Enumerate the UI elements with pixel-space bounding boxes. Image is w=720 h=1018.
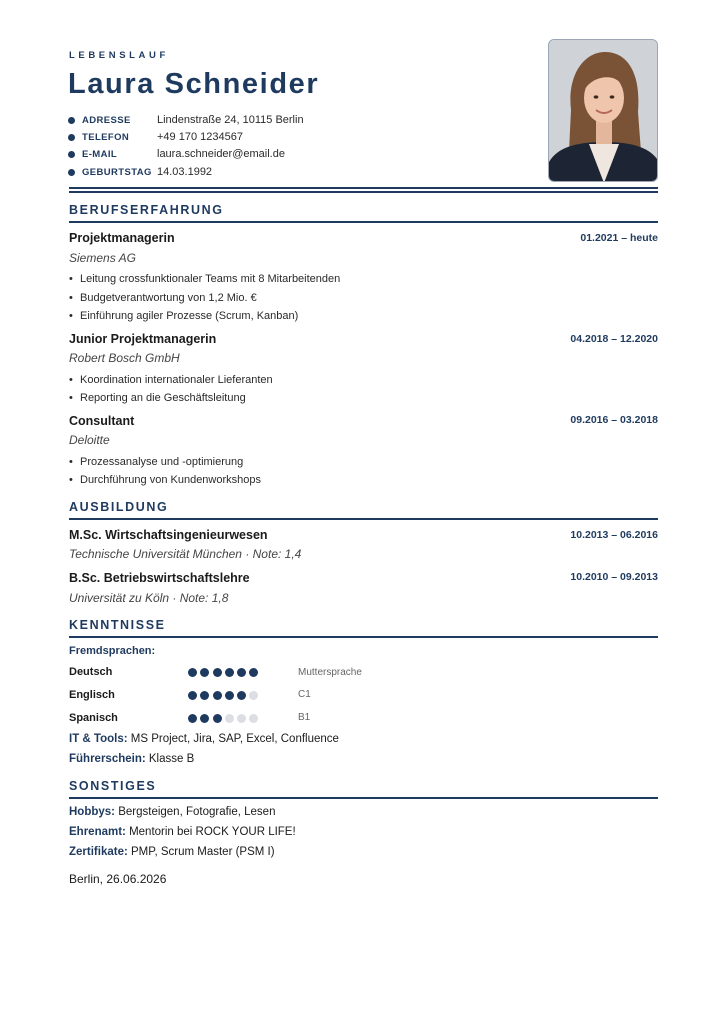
degree-school: Universität zu Köln · Note: 1,8 (69, 591, 229, 605)
certificates-value: PMP, Scrum Master (PSM I) (131, 846, 275, 858)
list-item-text: Budgetverantwortung von 1,2 Mio. € (80, 292, 257, 304)
language-level-dots (188, 691, 262, 701)
list-item-text: Leitung crossfunktionaler Teams mit 8 Mitarbeitenden (80, 273, 341, 285)
contact-label: TELEFON (82, 132, 130, 144)
job-date: 01.2021 – heute (580, 232, 658, 244)
document-kicker: LEBENSLAUF (69, 50, 169, 61)
language-level-text: C1 (298, 689, 311, 700)
section-title-skills: KENNTNISSE (69, 618, 166, 632)
language-level-dots (188, 668, 262, 678)
contact-label: GEBURTSTAG (82, 166, 152, 178)
person-name: Laura Schneider (68, 68, 320, 100)
degree-school: Technische Universität München · Note: 1,4 (69, 547, 302, 561)
license-line (69, 753, 194, 765)
contact-label: ADRESSE (82, 115, 131, 126)
level-dot-filled-icon (200, 714, 209, 723)
list-item: • Reporting an die Geschäftsleitung (69, 392, 246, 404)
place-date-signoff: Berlin, 26.06.2026 (69, 872, 167, 886)
language-level-dots (188, 714, 262, 724)
contact-value: laura.schneider@email.de (157, 148, 285, 161)
list-item: • Leitung crossfunktionaler Teams mit 8 Mitarbeitenden (69, 273, 341, 285)
level-dot-filled-icon (200, 691, 209, 700)
list-item: • Durchführung von Kundenworkshops (69, 474, 262, 486)
level-dot-empty-icon (237, 714, 246, 723)
list-item: • Prozessanalyse und -optimierung (69, 456, 244, 468)
level-dot-filled-icon (213, 668, 222, 677)
level-dot-filled-icon (237, 691, 246, 700)
job-title: Junior Projektmanagerin (69, 332, 217, 346)
section-rule (69, 221, 658, 223)
portrait-illustration (549, 40, 658, 182)
level-dot-filled-icon (213, 714, 222, 723)
level-dot-filled-icon (188, 714, 197, 723)
language-name: Deutsch (69, 666, 113, 678)
degree-date: 10.2013 – 06.2016 (570, 529, 658, 541)
it-tools-label: IT & Tools: (69, 733, 128, 745)
list-item: • Budgetverantwortung von 1,2 Mio. € (69, 292, 257, 304)
language-level-text: Muttersprache (298, 667, 362, 678)
section-title-experience: BERUFSERFAHRUNG (69, 203, 224, 217)
bullet-dot-icon (68, 134, 75, 141)
list-item-text: Reporting an die Geschäftsleitung (80, 392, 246, 404)
section-rule (69, 636, 658, 638)
header-divider (69, 187, 658, 189)
volunteer-value: Mentorin bei ROCK YOUR LIFE! (129, 826, 296, 838)
bullet-dot-icon (68, 169, 75, 176)
job-title: Consultant (69, 414, 135, 428)
degree-title: M.Sc. Wirtschaftsingenieurwesen (69, 528, 268, 542)
section-rule (69, 518, 658, 520)
license-label: Führerschein: (69, 753, 146, 765)
degree-date: 10.2010 – 09.2013 (570, 571, 658, 583)
language-name: Englisch (69, 689, 115, 701)
job-company: Siemens AG (69, 251, 136, 265)
language-name: Spanisch (69, 712, 118, 724)
it-tools-value: MS Project, Jira, SAP, Excel, Confluence (130, 733, 339, 745)
hobbies-line (69, 806, 275, 818)
profile-photo (548, 39, 658, 182)
job-company: Robert Bosch GmbH (69, 351, 180, 365)
contact-value: +49 170 1234567 (157, 131, 243, 144)
it-tools-line (69, 733, 339, 745)
section-title-other: SONSTIGES (69, 779, 157, 793)
level-dot-empty-icon (249, 691, 258, 700)
level-dot-filled-icon (213, 691, 222, 700)
level-dot-filled-icon (188, 691, 197, 700)
bullet-dot-icon (68, 117, 75, 124)
volunteer-label: Ehrenamt: (69, 826, 126, 838)
level-dot-filled-icon (200, 668, 209, 677)
level-dot-empty-icon (249, 714, 258, 723)
bullet-dot-icon (68, 151, 75, 158)
list-item: • Einführung agiler Prozesse (Scrum, Kanban) (69, 310, 299, 322)
list-item-text: Koordination internationaler Lieferanten (80, 374, 273, 386)
list-item-text: Durchführung von Kundenworkshops (80, 474, 262, 486)
certificates-label: Zertifikate: (69, 846, 128, 858)
list-item-text: Einführung agiler Prozesse (Scrum, Kanban) (80, 310, 299, 322)
degree-title: B.Sc. Betriebswirtschaftslehre (69, 571, 250, 585)
language-level-text: B1 (298, 712, 311, 723)
hobbies-label: Hobbys: (69, 806, 115, 818)
volunteer-line (69, 826, 296, 838)
job-date: 09.2016 – 03.2018 (570, 414, 658, 426)
level-dot-filled-icon (225, 691, 234, 700)
contact-label: E-MAIL (82, 149, 118, 161)
job-company: Deloitte (69, 433, 110, 447)
level-dot-empty-icon (225, 714, 234, 723)
list-item: • Koordination internationaler Lieferanten (69, 374, 273, 386)
job-title: Projektmanagerin (69, 231, 175, 245)
level-dot-filled-icon (188, 668, 197, 677)
level-dot-filled-icon (249, 668, 258, 677)
license-value: Klasse B (148, 753, 195, 765)
contact-value: Lindenstraße 24, 10115 Berlin (157, 114, 304, 126)
certificates-line (69, 846, 275, 858)
job-date: 04.2018 – 12.2020 (570, 333, 658, 345)
list-item-text: Prozessanalyse und -optimierung (80, 456, 244, 468)
section-title-education: AUSBILDUNG (69, 500, 169, 514)
hobbies-value: Bergsteigen, Fotografie, Lesen (118, 806, 276, 818)
level-dot-filled-icon (225, 668, 234, 677)
header-divider (69, 191, 658, 193)
level-dot-filled-icon (237, 668, 246, 677)
section-rule (69, 797, 658, 799)
contact-value: 14.03.1992 (157, 165, 213, 178)
languages-label: Fremdsprachen: (69, 645, 156, 657)
